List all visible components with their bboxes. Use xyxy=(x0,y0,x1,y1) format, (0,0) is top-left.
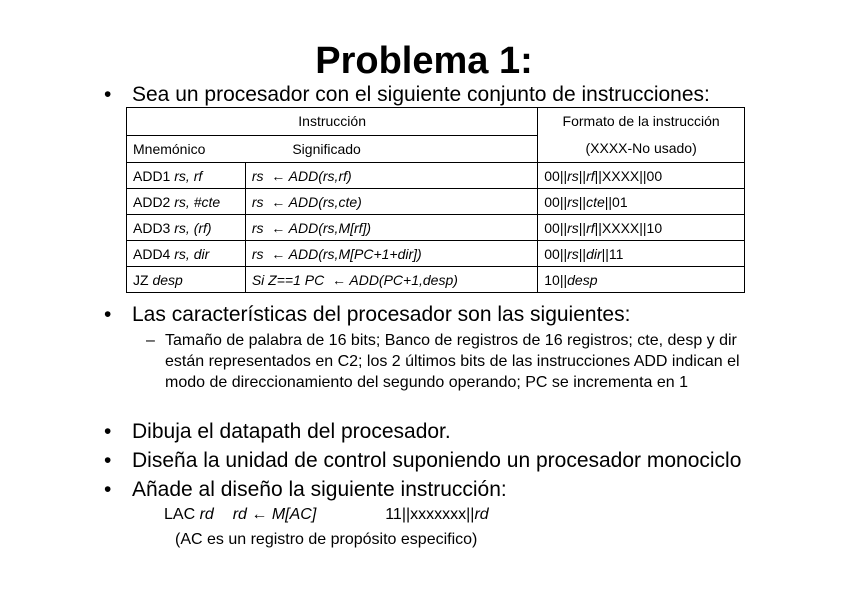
header-formato-line1: Formato de la instrucción xyxy=(562,113,720,129)
format-field: desp xyxy=(567,271,598,288)
meaning-cell xyxy=(245,215,537,241)
mnemonic-cell xyxy=(127,163,246,189)
meaning-target: rs xyxy=(251,167,264,184)
new-instruction-meaning: ← M[AC] xyxy=(251,506,317,523)
new-instruction-line xyxy=(164,505,489,525)
mnemonic-args: rs, #cte xyxy=(174,193,221,210)
format-part: 00|| xyxy=(544,245,568,262)
mnemonic-cell xyxy=(127,267,246,293)
format-part: ||01 xyxy=(604,193,628,210)
meaning-cell xyxy=(245,163,537,189)
format-part: || xyxy=(578,219,587,236)
bullet-icon: • xyxy=(104,303,112,326)
mnemonic-cell xyxy=(127,189,246,215)
new-instruction-arg: rd xyxy=(199,506,214,523)
format-cell xyxy=(538,241,745,267)
meaning-cell xyxy=(245,241,537,267)
meaning-expr: ← ADD(rs,rf) xyxy=(271,167,352,184)
bullet-icon: • xyxy=(104,83,112,106)
format-part: || xyxy=(578,193,587,210)
format-part: 00|| xyxy=(544,167,568,184)
format-field: rs xyxy=(567,245,579,262)
new-instruction-op: LAC xyxy=(164,506,196,523)
table-row xyxy=(127,241,745,267)
mnemonic-args: rs, dir xyxy=(174,245,210,262)
format-part: ||XXXX||10 xyxy=(594,219,663,236)
mnemonic-cell xyxy=(127,241,246,267)
mnemonic-op: ADD3 xyxy=(133,219,171,236)
format-field: rf xyxy=(586,219,595,236)
meaning-target: rs xyxy=(251,245,264,262)
bullet-icon: • xyxy=(104,420,112,443)
header-instruccion: Instrucción xyxy=(127,108,538,136)
table-row xyxy=(127,189,745,215)
new-instruction-format: 11||xxxxxxx|| xyxy=(385,506,475,523)
new-instruction-meaning-reg: rd xyxy=(232,506,247,523)
format-cell xyxy=(538,163,745,189)
header-formato-line2: (XXXX-No usado) xyxy=(585,140,697,156)
format-part: 10|| xyxy=(544,271,568,288)
meaning-target: rs xyxy=(251,219,264,236)
format-part: ||11 xyxy=(601,245,624,262)
format-field: rs xyxy=(567,193,579,210)
bullet-icon: • xyxy=(104,478,112,501)
format-field: rf xyxy=(586,167,595,184)
dash-icon: – xyxy=(146,332,155,349)
meaning-cell xyxy=(245,267,537,293)
meaning-target: Si Z==1 PC xyxy=(251,271,325,288)
format-part: || xyxy=(578,167,587,184)
format-field: rs xyxy=(567,219,579,236)
table-header-row xyxy=(127,108,745,136)
characteristics-text: Tamaño de palabra de 16 bits; Banco de registros de 16 registros; cte, desp y dir están representados en C2; los 2 últimos bits de las instrucciones ADD indican el modo de direccionamiento del segundo operando; PC se incrementa en 1 xyxy=(165,332,740,391)
format-field: dir xyxy=(586,245,602,262)
mnemonic-op: ADD2 xyxy=(133,193,171,210)
format-field: cte xyxy=(586,193,605,210)
meaning-target: rs xyxy=(251,193,264,210)
new-instruction-format-rd: rd xyxy=(474,506,489,523)
format-part: || xyxy=(578,245,587,262)
bullet-text: Sea un procesador con el siguiente conjunto de instrucciones: xyxy=(132,83,710,106)
table-row xyxy=(127,215,745,241)
meaning-expr: ← ADD(rs,M[rf]) xyxy=(271,219,372,236)
bullet-text: Las características del procesador son las siguientes: xyxy=(132,303,631,326)
table-row xyxy=(127,267,745,293)
meaning-cell xyxy=(245,189,537,215)
mnemonic-args: desp xyxy=(152,271,183,288)
mnemonic-cell xyxy=(127,215,246,241)
format-cell xyxy=(538,215,745,241)
header-mnemonico: Mnemónico xyxy=(127,135,246,163)
format-part: 00|| xyxy=(544,193,568,210)
mnemonic-args: rs, (rf) xyxy=(174,219,212,236)
header-significado: Significado xyxy=(245,135,537,163)
meaning-expr: ← ADD(PC+1,desp) xyxy=(332,271,458,288)
format-cell xyxy=(538,189,745,215)
format-cell xyxy=(538,267,745,293)
bullet-text: Dibuja el datapath del procesador. xyxy=(132,420,451,443)
format-part: 00|| xyxy=(544,219,568,236)
table-row xyxy=(127,163,745,189)
bullet-icon: • xyxy=(104,449,112,472)
page-title: Problema 1: xyxy=(315,40,533,82)
mnemonic-op: ADD4 xyxy=(133,245,171,262)
ac-note: (AC es un registro de propósito especifico) xyxy=(175,531,478,548)
meaning-expr: ← ADD(rs,cte) xyxy=(271,193,362,210)
mnemonic-op: JZ xyxy=(133,271,149,288)
header-formato xyxy=(538,108,745,163)
mnemonic-op: ADD1 xyxy=(133,167,171,184)
bullet-text: Añade al diseño la siguiente instrucción: xyxy=(132,478,507,501)
mnemonic-args: rs, rf xyxy=(174,167,203,184)
bullet-text: Diseña la unidad de control suponiendo un procesador monociclo xyxy=(132,449,742,472)
format-field: rs xyxy=(567,167,579,184)
format-part: ||XXXX||00 xyxy=(594,167,663,184)
instruction-table xyxy=(126,107,745,293)
meaning-expr: ← ADD(rs,M[PC+1+dir]) xyxy=(271,245,422,262)
